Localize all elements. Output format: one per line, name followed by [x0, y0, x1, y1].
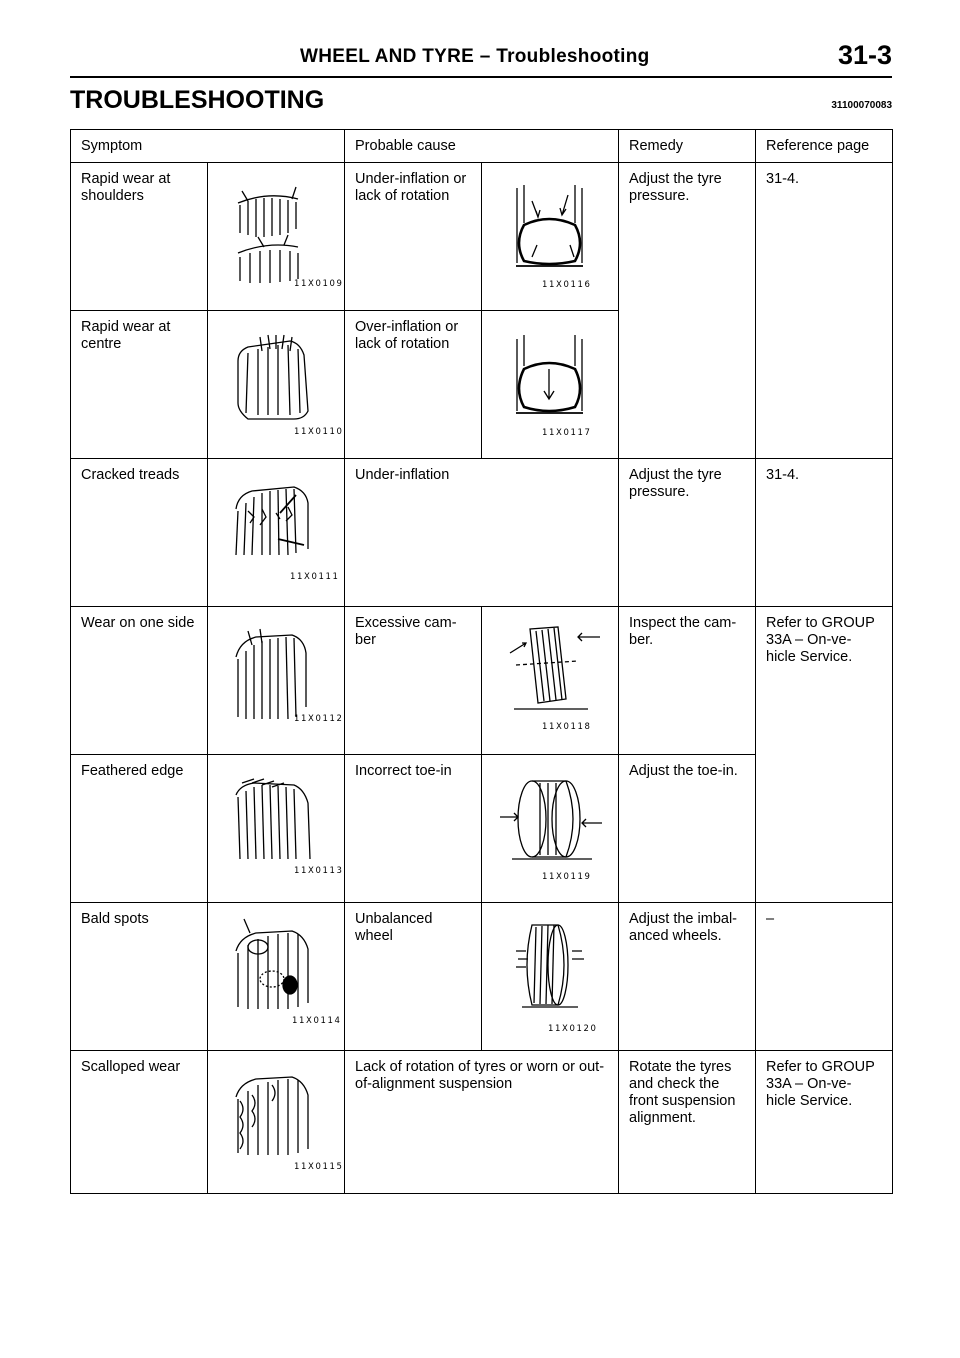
- table-row: [71, 163, 893, 311]
- cause-cell: Lack of rotation of tyres or worn or out-of-alignment suspension: [345, 1051, 619, 1194]
- figure-cell: [208, 607, 345, 755]
- reference-cell: 31-4.: [756, 163, 893, 459]
- table-header-row: [71, 130, 893, 163]
- header-subtitle: Troubleshooting: [496, 46, 650, 67]
- cause-cell: Under-inflation or lack of rotation: [345, 163, 482, 311]
- table-row: [71, 903, 893, 1051]
- page-number: 31-3: [837, 40, 892, 70]
- figure-caption: 11X0111: [290, 572, 340, 582]
- symptom-cell: Cracked treads: [71, 459, 208, 607]
- figure-cell: [482, 311, 619, 459]
- cause-cell: Incorrect toe-in: [345, 755, 482, 903]
- page-header: [70, 40, 892, 78]
- table-row: [71, 1051, 893, 1194]
- header-title: [300, 46, 650, 68]
- figure-caption: 11X0119: [542, 872, 592, 882]
- remedy-cell: Adjust the tyre pressure.: [619, 459, 756, 607]
- symptom-cell: Bald spots: [71, 903, 208, 1051]
- figure-caption: 11X0117: [542, 428, 592, 438]
- one-side-wear-figure: [208, 607, 345, 755]
- figure-caption: 11X0120: [548, 1024, 598, 1034]
- cause-cell: Excessive cam- ber: [345, 607, 482, 755]
- figure-cell: [482, 755, 619, 903]
- troubleshooting-table: [70, 129, 893, 1194]
- figure-caption: 11X0118: [542, 722, 592, 732]
- reference-cell: Refer to GROUP 33A – On-ve- hicle Service.: [756, 607, 893, 903]
- table-row: [71, 607, 893, 755]
- symptom-cell: Rapid wear at centre: [71, 311, 208, 459]
- header-reference-page: Reference page: [756, 130, 893, 163]
- symptom-cell: Feathered edge: [71, 755, 208, 903]
- figure-caption: 11X0116: [542, 280, 592, 290]
- header-dash: –: [479, 46, 491, 67]
- figure-caption: 11X0112: [294, 714, 344, 724]
- table-row: [71, 459, 893, 607]
- cause-cell: Unbalanced wheel: [345, 903, 482, 1051]
- figure-cell: [208, 163, 345, 311]
- reference-cell: –: [756, 903, 893, 1051]
- figure-caption: 11X0114: [292, 1016, 342, 1026]
- header-section: WHEEL AND TYRE: [300, 46, 475, 67]
- symptom-cell: Rapid wear at shoulders: [71, 163, 208, 311]
- cause-cell: Under-inflation: [345, 459, 619, 607]
- symptom-cell: Wear on one side: [71, 607, 208, 755]
- figure-cell: [482, 903, 619, 1051]
- reference-cell: Refer to GROUP 33A – On-ve- hicle Service.: [756, 1051, 893, 1194]
- section-title: TROUBLESHOOTING: [70, 86, 325, 114]
- figure-cell: [482, 607, 619, 755]
- symptom-cell: Scalloped wear: [71, 1051, 208, 1194]
- figure-cell: [208, 903, 345, 1051]
- figure-caption: 11X0113: [294, 866, 344, 876]
- feathered-edge-figure: [208, 755, 345, 903]
- figure-cell: [482, 163, 619, 311]
- figure-cell: [208, 1051, 345, 1194]
- header-remedy: Remedy: [619, 130, 756, 163]
- figure-caption: 11X0110: [294, 427, 344, 437]
- remedy-cell: Adjust the tyre pressure.: [619, 163, 756, 459]
- remedy-cell: Inspect the cam- ber.: [619, 607, 756, 755]
- figure-cell: [208, 755, 345, 903]
- figure-caption: 11X0115: [294, 1162, 344, 1172]
- header-symptom: Symptom: [71, 130, 345, 163]
- header-probable-cause: Probable cause: [345, 130, 619, 163]
- figure-cell: [208, 459, 345, 607]
- figure-cell: [208, 311, 345, 459]
- figure-caption: 11X0109: [294, 279, 344, 289]
- remedy-cell: Adjust the toe-in.: [619, 755, 756, 903]
- remedy-cell: Rotate the tyres and check the front suspension alignment.: [619, 1051, 756, 1194]
- remedy-cell: Adjust the imbal- anced wheels.: [619, 903, 756, 1051]
- reference-cell: 31-4.: [756, 459, 893, 607]
- cause-cell: Over-inflation or lack of rotation: [345, 311, 482, 459]
- section-code: 31100070083: [831, 100, 892, 111]
